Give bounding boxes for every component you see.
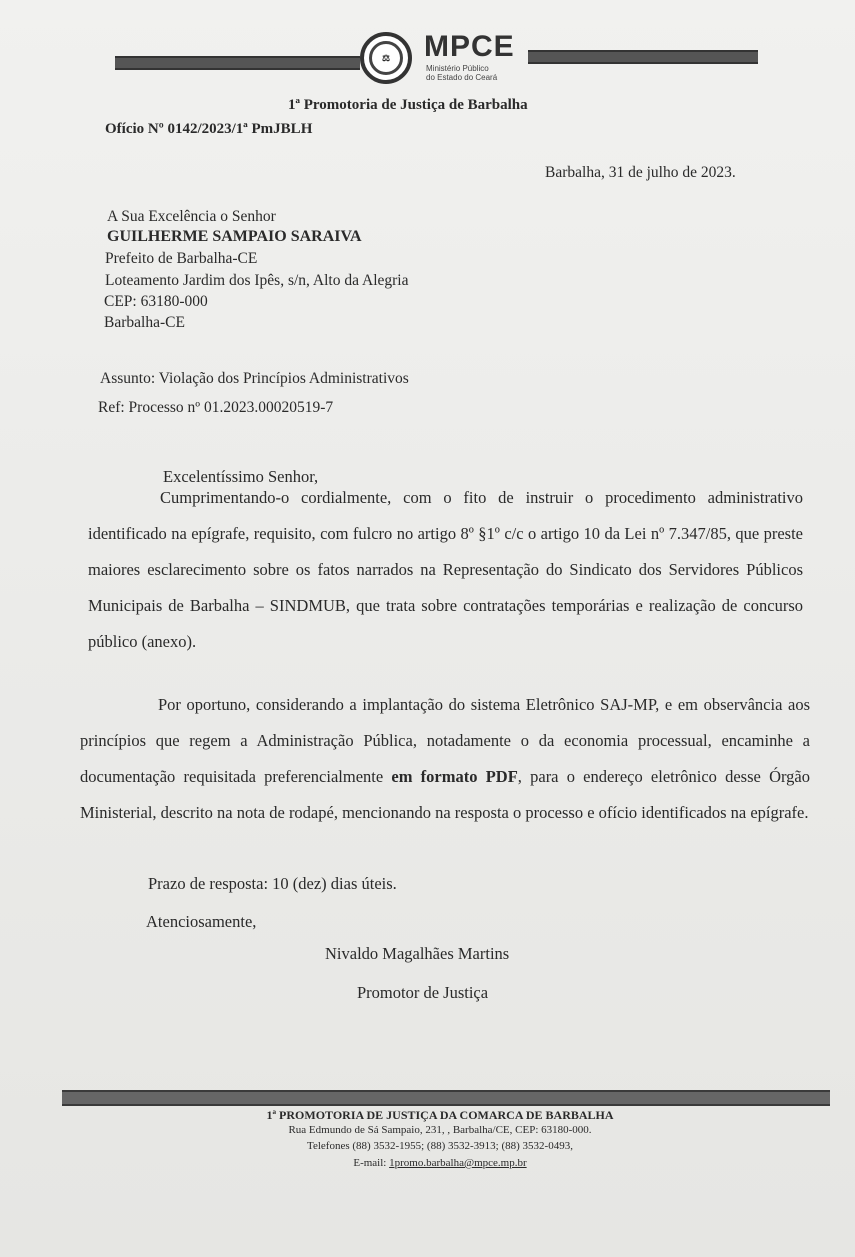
footer-office: 1ª PROMOTORIA DE JUSTIÇA DA COMARCA DE BARBALHA <box>266 1108 614 1122</box>
signer-title: Promotor de Justiça <box>357 983 489 1002</box>
p2-bold-format: em formato PDF <box>391 767 518 786</box>
oficio-number: Ofício Nº 0142/2023/1ª PmJBLH <box>105 121 313 137</box>
footer-email-line <box>180 1157 700 1169</box>
logo-text: MPCE <box>424 30 515 63</box>
paragraph-1: Cumprimentando-o cordialmente, com o fito de instruir o procedimento administrativo identificado na epígrafe, requisito, com fulcro no artigo 8º §1º c/c o artigo 10 da Lei nº 7.347/85, que preste maiores esclarecimento sobre os fatos narrados na Representação do Sindicato dos Servidores Públicos Municipais de Barbalha – SINDMUB, que trata sobre contratações temporárias e realização de concurso público (anexo). <box>88 488 803 651</box>
date-line: Barbalha, 31 de julho de 2023. <box>545 164 736 181</box>
logo-subtitle <box>426 64 497 82</box>
footer-email-label: E-mail: <box>353 1157 390 1169</box>
header-rule-right <box>528 50 758 64</box>
footer-address: Rua Edmundo de Sá Sampaio, 231, , Barbalha/CE, CEP: 63180-000. <box>288 1124 592 1136</box>
recipient-salutation: A Sua Excelência o Senhor <box>107 208 276 225</box>
recipient-role: Prefeito de Barbalha-CE <box>105 250 258 267</box>
footer-email-link[interactable]: 1promo.barbalha@mpce.mp.br <box>389 1157 527 1169</box>
seal-inner: ⚖ <box>369 41 403 75</box>
greeting: Excelentíssimo Senhor, <box>163 467 319 486</box>
footer-phones: Telefones (88) 3532-1955; (88) 3532-3913; (88) 3532-0493, <box>307 1140 573 1152</box>
logo-sub-line2: do Estado do Ceará <box>426 73 498 82</box>
signer-name: Nivaldo Magalhães Martins <box>325 944 510 963</box>
header-rule-left <box>115 56 360 70</box>
footer-rule <box>62 1090 830 1106</box>
subject-line: Assunto: Violação dos Princípios Administrativos <box>100 370 409 387</box>
response-deadline: Prazo de resposta: 10 (dez) dias úteis. <box>148 874 397 893</box>
mpce-seal-icon <box>360 32 412 84</box>
logo-sub-line1: Ministério Público <box>426 64 489 73</box>
recipient-cep: CEP: 63180-000 <box>104 293 208 310</box>
office-title: 1ª Promotoria de Justiça de Barbalha <box>288 97 528 113</box>
recipient-name: GUILHERME SAMPAIO SARAIVA <box>107 228 362 245</box>
p2-text-end: , para o endereço eletrônico desse Órgão Ministerial, descrito na nota de rodapé, mencionando na resposta o processo e ofício identificados na epígrafe. <box>80 767 810 822</box>
paragraph-2 <box>80 687 810 831</box>
p2-text-start: Por oportuno, considerando a implantação do sistema Eletrônico SAJ-MP, e em observância aos princípios que regem a Administração Pública, notadamente o da economia processual, encaminhe a documentação requisitada preferencialmente <box>80 695 810 786</box>
recipient-city: Barbalha-CE <box>104 314 185 331</box>
recipient-address: Loteamento Jardim dos Ipês, s/n, Alto da Alegria <box>105 272 409 289</box>
closing: Atenciosamente, <box>146 912 257 931</box>
reference-line: Ref: Processo nº 01.2023.00020519-7 <box>98 399 334 416</box>
